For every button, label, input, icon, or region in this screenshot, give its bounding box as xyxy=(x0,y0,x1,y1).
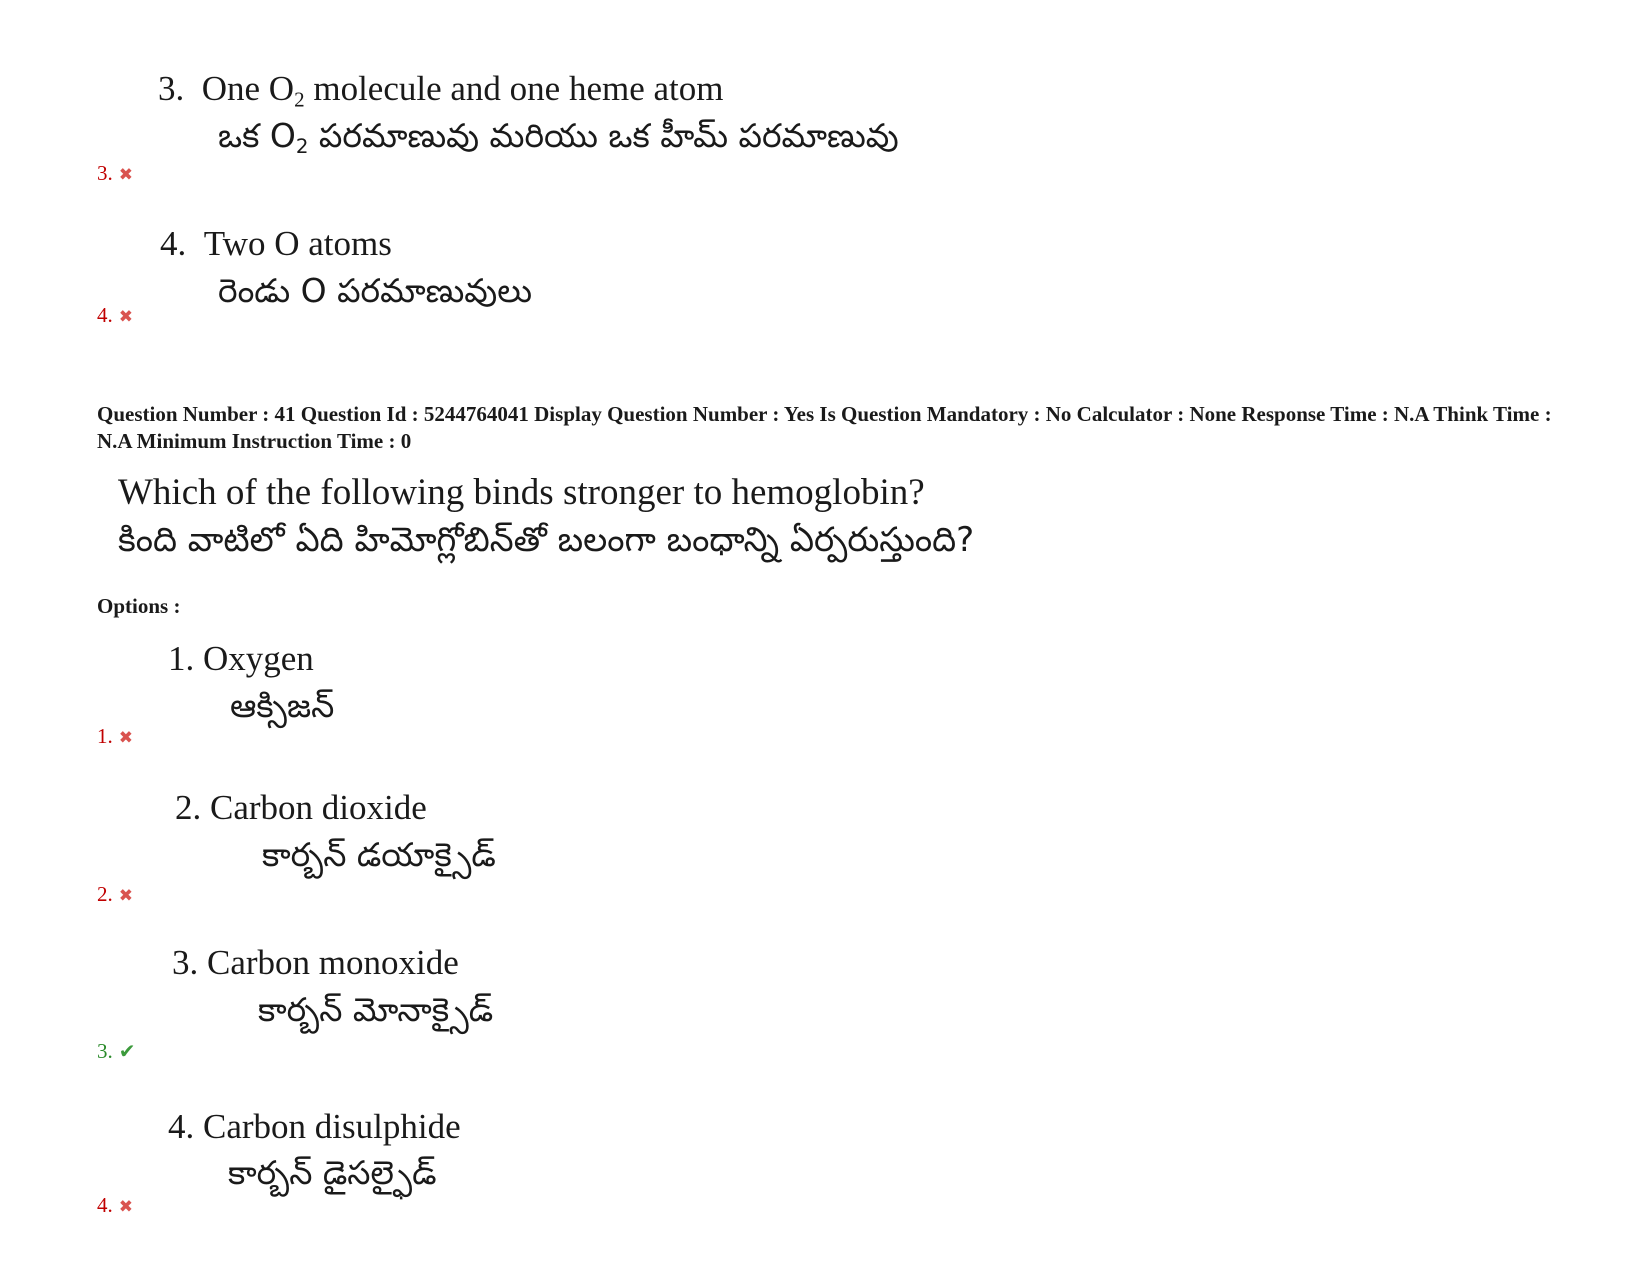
cross-icon: ✖ xyxy=(118,886,133,905)
cross-icon: ✖ xyxy=(118,728,133,747)
options-label: Options : xyxy=(97,594,181,618)
option-2-telugu: కార్బన్ డయాక్సైడ్ xyxy=(262,835,496,874)
question-text-english: Which of the following binds stronger to hemoglobin? xyxy=(118,472,925,513)
prev-option-3-marker: 3. ✖ xyxy=(97,161,133,185)
option-2-marker: 2. ✖ xyxy=(97,882,133,906)
option-2-english: 2. Carbon dioxide xyxy=(175,788,427,827)
option-1-telugu: ఆక్సిజన్ xyxy=(230,686,335,725)
option-3-english: 3. Carbon monoxide xyxy=(172,943,459,982)
cross-icon: ✖ xyxy=(118,307,133,326)
question-text-telugu: కింది వాటిలో ఏది హిమోగ్లోబిన్‌తో బలంగా బంధాన్ని ఏర్పరుస్తుంది? xyxy=(118,520,975,560)
prev-option-4-marker: 4. ✖ xyxy=(97,303,133,327)
question-meta: Question Number : 41 Question Id : 5244764041 Display Question Number : Yes Is Question Mandatory : No Calculator : None Response Time : N.A Think Time : N.A Minimum Instruction Time : 0 xyxy=(97,402,1552,453)
prev-option-4-telugu: రెండు O పరమాణువులు xyxy=(218,271,533,310)
option-1-english: 1. Oxygen xyxy=(168,639,314,678)
option-3-marker: 3. ✔ xyxy=(97,1039,136,1063)
cross-icon: ✖ xyxy=(118,1197,133,1216)
option-3-telugu: కార్బన్ మోనాక్సైడ్ xyxy=(258,990,494,1029)
prev-option-3-english: 3. One $O_2$ molecule and one heme atom xyxy=(158,69,724,112)
prev-option-3-telugu: ఒక $O_2$ పరమాణువు మరియు ఒక హీమ్ పరమాణువు xyxy=(218,116,899,158)
option-4-telugu: కార్బన్ డైసల్ఫైడ్ xyxy=(228,1153,437,1192)
prev-option-4-english: 4. Two O atoms xyxy=(160,224,392,263)
check-icon: ✔ xyxy=(118,1041,136,1063)
option-4-english: 4. Carbon disulphide xyxy=(168,1107,461,1146)
cross-icon: ✖ xyxy=(118,165,133,184)
option-1-marker: 1. ✖ xyxy=(97,724,133,748)
option-4-marker: 4. ✖ xyxy=(97,1193,133,1217)
